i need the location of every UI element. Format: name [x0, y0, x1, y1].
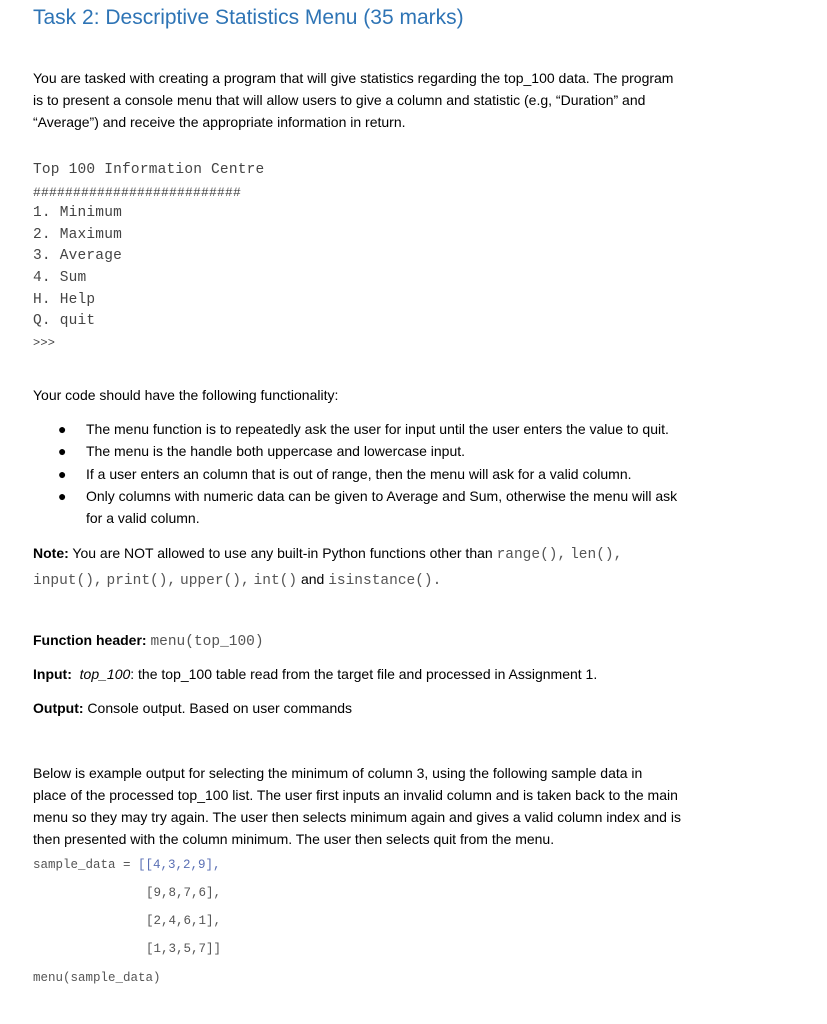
- code-upper: upper(),: [180, 573, 250, 589]
- code-range: range(),: [496, 547, 567, 563]
- console-item: 4. Sum: [33, 269, 87, 286]
- console-prompt: >>>: [33, 335, 56, 350]
- function-header-label: Function header:: [33, 632, 147, 648]
- bullet-icon: ●: [58, 487, 67, 504]
- example-line: Below is example output for selecting the minimum of column 3, using the following sample data in: [33, 765, 643, 781]
- sample-prefix: sample_data =: [33, 858, 139, 872]
- page-title: Task 2: Descriptive Statistics Menu (35 marks): [33, 6, 464, 29]
- note-line-1: Note: You are NOT allowed to use any built-in Python functions other than range(), len(),: [33, 545, 623, 563]
- sample-call: menu(sample_data): [33, 971, 161, 985]
- code-input: input(),: [33, 573, 103, 589]
- example-line: then presented with the column minimum. The user then selects quit from the menu.: [33, 831, 555, 847]
- list-item: ● The menu function is to repeatedly ask the user for input until the user enters the value to quit.: [58, 418, 677, 440]
- console-divider: ##########################: [33, 184, 242, 200]
- list-item: ● If a user enters an column that is out of range, then the menu will ask for a valid column.: [58, 463, 677, 485]
- code-isinstance: isinstance().: [328, 573, 442, 589]
- console-heading: Top 100 Information Centre: [33, 162, 265, 178]
- code-print: print(),: [106, 573, 177, 589]
- bullet-icon: ●: [58, 421, 67, 437]
- intro-line: “Average”) and receive the appropriate information in return.: [33, 114, 406, 130]
- bullet-icon: ●: [58, 465, 67, 482]
- console-item: Q. quit: [33, 313, 96, 330]
- intro-paragraph: [33, 67, 673, 133]
- functionality-list: [58, 418, 677, 529]
- code-int: int(): [253, 573, 298, 589]
- console-menu-example: [33, 160, 264, 354]
- console-item: H. Help: [33, 291, 96, 308]
- sample-row: [[4,3,2,9],: [138, 858, 221, 872]
- example-line: menu so they may try again. The user then selects minimum again and gives a valid column index and is: [33, 809, 681, 825]
- example-line: place of the processed top_100 list. The user first inputs an invalid column and is taken back to the main: [33, 787, 678, 803]
- note-label: Note:: [33, 545, 69, 561]
- console-item: 3. Average: [33, 248, 123, 265]
- note-line-2: input(), print(), upper(), int() and isinstance().: [33, 571, 442, 589]
- input-label: Input:: [33, 666, 72, 682]
- output-label: Output:: [33, 700, 84, 716]
- example-paragraph: [33, 762, 681, 850]
- list-item: ● The menu is the handle both uppercase and lowercase input.: [58, 440, 677, 462]
- bullet-icon: ●: [58, 443, 67, 460]
- sample-row: [1,3,5,7]]: [146, 942, 222, 956]
- list-item-continuation: for a valid column.: [86, 510, 200, 527]
- console-item: 2. Maximum: [33, 226, 123, 243]
- input-variable: top_100: [79, 666, 131, 682]
- console-item: 1. Minimum: [33, 205, 123, 222]
- input-description: Input: top_100: the top_100 table read from the target file and processed in Assignment 1.: [33, 666, 598, 682]
- intro-line: is to present a console menu that will allow users to give a column and statistic (e.g, “Duration” and: [33, 92, 646, 108]
- sample-row: [2,4,6,1],: [146, 914, 222, 928]
- function-header: [33, 629, 264, 653]
- code-len: len(),: [570, 547, 623, 563]
- sample-row: [9,8,7,6],: [146, 886, 222, 900]
- functionality-heading: Your code should have the following functionality:: [33, 387, 339, 403]
- function-header-value: menu(top_100): [150, 634, 264, 650]
- intro-line: You are tasked with creating a program that will give statistics regarding the top_100 data. The program: [33, 70, 674, 86]
- note-paragraph: [33, 541, 622, 593]
- sample-data-code: [33, 858, 221, 872]
- list-item: ● Only columns with numeric data can be given to Average and Sum, otherwise the menu will ask: [58, 485, 677, 507]
- output-description: Output: Console output. Based on user commands: [33, 700, 353, 716]
